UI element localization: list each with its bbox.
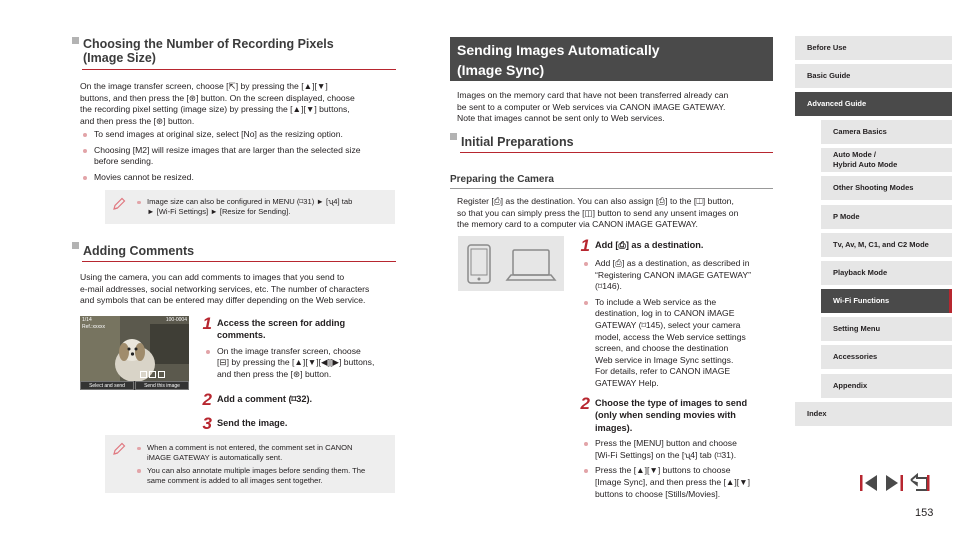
section-title: Initial Preparations <box>461 135 574 149</box>
image-size-paragraph: On the image transfer screen, choose [⇱] by pressing the [▲][▼] buttons, and then press the [⊛] button. On the screen displayed, choose the recording pixel setting (image size) by pressing the [▲][▼] buttons, and then press the [⊛] button. <box>80 81 355 126</box>
page-title-banner <box>450 37 773 81</box>
page-title: Sending Images Automatically (Image Sync) <box>457 42 660 78</box>
section-rule <box>82 261 396 262</box>
nav-wifi-functions[interactable]: Wi-Fi Functions <box>821 289 952 313</box>
list-item: Add [⎙] as a destination, as described in “Registering CANON iMAGE GATEWAY” (⌑146). <box>581 258 771 293</box>
section-adding-comments <box>72 242 396 262</box>
section-marker <box>72 242 79 249</box>
section-rule <box>82 69 396 70</box>
nav-before-use[interactable]: Before Use <box>795 36 952 60</box>
nav-basic-guide[interactable]: Basic Guide <box>795 64 952 88</box>
nav-playback-mode[interactable]: Playback Mode <box>821 261 952 285</box>
image-size-bullets <box>80 129 400 187</box>
section-title: Choosing the Number of Recording Pixels (Image Size) <box>83 37 334 66</box>
section-rule <box>460 152 773 153</box>
list-item: Press the [MENU] button and choose [Wi-Fi Settings] on the [ʯ4] tab (⌑31). <box>581 438 771 461</box>
subsection-title: Preparing the Camera <box>450 174 554 185</box>
adding-comments-paragraph: Using the camera, you can add comments to images that you send to e-mail addresses, social networking services, etc. The number of characters and symbols that can be entered may differ depending on the Web service. <box>80 272 370 306</box>
step-1: 1 Access the screen for adding comments. On the image transfer screen, choose [⊟] by pressing the [▲][▼][◀][▶] buttons, and then press the [⊛] button. <box>202 314 375 380</box>
step-2: 2 Add a comment (⌑32). <box>202 389 313 409</box>
section-title: Adding Comments <box>83 244 195 258</box>
preparing-paragraph: Register [⎙] as the destination. You can also assign [⎙] to the [◫] button, so that you can simply press the [◫] button to send any unsent images on the memory card to a computer via CANON iMAGE GATEWAY. <box>457 196 739 230</box>
section-initial-preparations <box>450 133 773 153</box>
nav-appendix[interactable]: Appendix <box>821 374 952 398</box>
note-item: When a comment is not entered, the comment set in CANON iMAGE GATEWAY is automatically sent. <box>135 443 391 464</box>
list-item: Movies cannot be resized. <box>80 172 400 184</box>
nav-advanced-guide[interactable]: Advanced Guide <box>795 92 952 116</box>
screen-button-bar <box>80 381 189 390</box>
intro-paragraph: Images on the memory card that have not been transferred already can be sent to a computer or Web services via CANON iMAGE GATEWAY. Note that images cannot be sent only to Web services. <box>457 90 729 124</box>
prep-step-2: 2 Choose the type of images to send (only when sending movies with images). Press the [MENU] button and choose [Wi-Fi Settings] on the [ʯ4] tab (⌑31). Press the [▲][▼] buttons to choose [Image Sync], and then press the [▲][▼] buttons to choose [Stills/Movies]. <box>573 395 773 504</box>
page-navigation <box>858 473 932 493</box>
note-box <box>105 435 395 493</box>
subsection-rule <box>450 188 773 189</box>
nav-index[interactable]: Index <box>795 402 952 426</box>
nav-p-mode[interactable]: P Mode <box>821 205 952 229</box>
section-image-size <box>72 37 396 70</box>
select-and-send-button[interactable]: Select and send <box>80 381 134 390</box>
send-this-image-button[interactable]: Send this image <box>135 381 189 390</box>
list-item: Choosing [M2] will resize images that are larger than the selected size before sending. <box>80 145 400 168</box>
comment-steps <box>195 315 400 432</box>
list-item: To send images at original size, select [No] as the resizing option. <box>80 129 400 141</box>
list-item: On the image transfer screen, choose [⊟] by pressing the [▲][▼][◀][▶] buttons, and then press the [⊛] button. <box>203 346 374 381</box>
pencil-icon <box>111 441 127 457</box>
device-illustration <box>458 236 564 291</box>
next-page-icon[interactable] <box>883 473 905 493</box>
nav-camera-basics[interactable]: Camera Basics <box>821 120 952 144</box>
nav-accessories[interactable]: Accessories <box>821 345 952 369</box>
note-item: Image size can also be configured in MENU (⌑31) ► [ʯ4] tab ► [Wi-Fi Settings] ► [Resize for Sending]. <box>135 197 391 218</box>
prep-step-1: 1 Add [⎙] as a destination. Add [⎙] as a destination, as described in “Registering CANON iMAGE GATEWAY” (⌑146). To include a Web service as the destination, log in to CANON iMAGE GATEWAY (⌑145), select your camera model, access the Web service settings screen, and choose the destination Web service in Image Sync settings. For details, refer to CANON iMAGE GATEWAY Help. <box>573 237 773 394</box>
camera-screen-illustration: 1/14 100-0004 Ref.:xxxxx Select and send Send this image <box>82 317 187 389</box>
nav-other-shooting-modes[interactable]: Other Shooting Modes <box>821 176 952 200</box>
step-3: 3 Send the image. <box>202 413 288 433</box>
pencil-icon <box>111 196 127 212</box>
back-return-icon[interactable] <box>908 473 932 493</box>
subsection-preparing-camera <box>450 173 773 189</box>
section-marker <box>72 37 79 44</box>
screen-icon-row <box>140 371 186 378</box>
note-box <box>105 190 395 224</box>
smartphone-computer-icon <box>458 236 564 291</box>
section-marker <box>450 133 457 140</box>
list-item: Press the [▲][▼] buttons to choose [Image Sync], and then press the [▲][▼] buttons to choose [Stills/Movies]. <box>581 465 771 500</box>
list-item: To include a Web service as the destination, log in to CANON iMAGE GATEWAY (⌑145), select your camera model, access the Web service settings screen, and choose the destination Web service in Image Sync settings. For details, refer to CANON iMAGE GATEWAY Help. <box>581 297 771 390</box>
note-item: You can also annotate multiple images before sending them. The same comment is added to all images sent together. <box>135 466 391 487</box>
nav-setting-menu[interactable]: Setting Menu <box>821 317 952 341</box>
page-number: 153 <box>915 507 934 519</box>
previous-page-icon[interactable] <box>858 473 880 493</box>
nav-auto-mode[interactable]: Auto Mode / Hybrid Auto Mode <box>821 148 952 172</box>
nav-tv-av-m-mode[interactable]: Tv, Av, M, C1, and C2 Mode <box>821 233 952 257</box>
